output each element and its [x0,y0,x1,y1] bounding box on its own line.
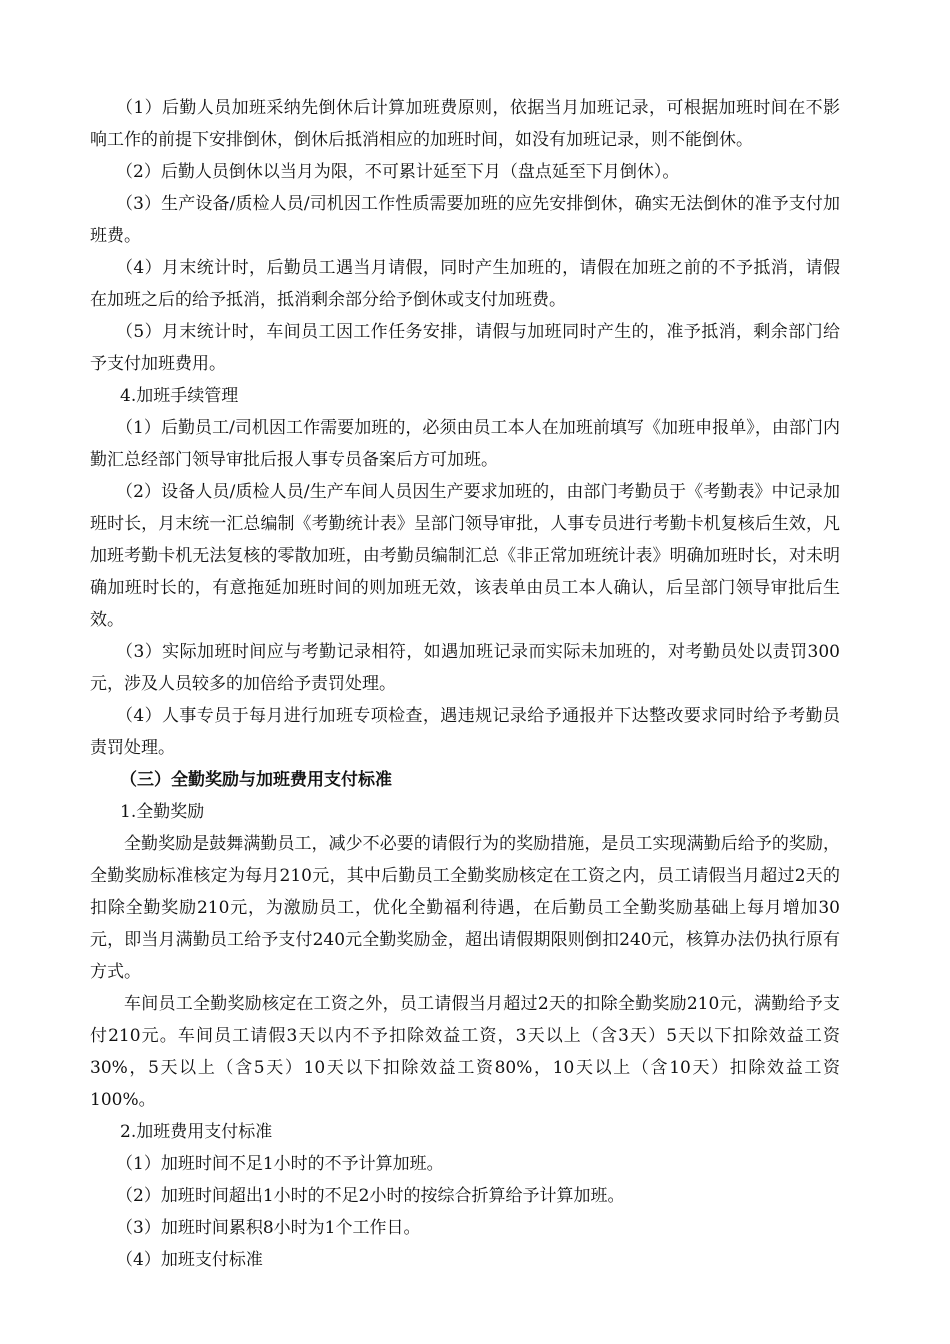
paragraph-workshop-award: 车间员工全勤奖励核定在工资之外，员工请假当月超过2天的扣除全勤奖励210元，满勤给予支付210元。车间员工请假3天以内不予扣除效益工资，3天以上（含3天）5天以下扣除效益工资30%，5天以上（含5天）10天以下扣除效益工资80%，10天以上（含10天）扣除效益工资100%。 [90,994,840,1110]
paragraph-7: （2）设备人员/质检人员/生产车间人员因生产要求加班的，由部门考勤员于《考勤表》中记录加班时长，月末统一汇总编制《考勤统计表》呈部门领导审批，人事专员进行考勤卡机复核后生效，凡加班考勤卡机无法复核的零散加班，由考勤员编制汇总《非正常加班统计表》明确加班时长，对未明确加班时长的，有意拖延加班时间的则加班无效，该表单由员工本人确认，后呈部门领导审批后生效。 [90,482,840,630]
list-item-2: （2）加班时间超出1小时的不足2小时的按综合折算给予计算加班。 [116,1186,625,1206]
paragraph-2: （2）后勤人员倒休以当月为限，不可累计延至下月（盘点延至下月倒休）。 [116,162,680,182]
paragraph-1: （1）后勤人员加班采纳先倒休后计算加班费原则，依据当月加班记录，可根据加班时间在不影响工作的前提下安排倒休，倒休后抵消相应的加班时间，如没有加班记录，则不能倒休。 [90,98,840,150]
paragraph-attendance-award: 全勤奖励是鼓舞满勤员工，减少不必要的请假行为的奖励措施，是员工实现满勤后给予的奖励，全勤奖励标准核定为每月210元，其中后勤员工全勤奖励核定在工资之内，员工请假当月超过2天的扣除全勤奖励210元，为激励员工，优化全勤福利待遇，在后勤员工全勤奖励基础上每月增加30元，即当月满勤员工给予支付240元全勤奖励金，超出请假期限则倒扣240元，核算办法仍执行原有方式。 [90,834,840,982]
paragraph-9: （4）人事专员于每月进行加班专项检查，遇违规记录给予通报并下达整改要求同时给予考勤员责罚处理。 [90,706,840,758]
paragraph-3: （3）生产设备/质检人员/司机因工作性质需要加班的应先安排倒休，确实无法倒休的准予支付加班费。 [90,194,840,246]
section-heading-attendance-and-pay: （三）全勤奖励与加班费用支付标准 [120,770,392,790]
subheading-overtime-pay: 2.加班费用支付标准 [120,1122,273,1142]
document-page [90,92,840,1276]
section-heading-overtime-procedures: 4.加班手续管理 [120,386,239,406]
list-item-1: （1）加班时间不足1小时的不予计算加班。 [116,1154,444,1174]
paragraph-4: （4）月末统计时，后勤员工遇当月请假，同时产生加班的，请假在加班之前的不予抵消，请假在加班之后的给予抵消，抵消剩余部分给予倒休或支付加班费。 [90,258,840,310]
subheading-attendance-award: 1.全勤奖励 [120,802,205,822]
paragraph-8: （3）实际加班时间应与考勤记录相符，如遇加班记录而实际未加班的，对考勤员处以责罚300元，涉及人员较多的加倍给予责罚处理。 [90,642,840,694]
paragraph-6: （1）后勤员工/司机因工作需要加班的，必须由员工本人在加班前填写《加班申报单》，由部门内勤汇总经部门领导审批后报人事专员备案后方可加班。 [90,418,840,470]
list-item-4: （4）加班支付标准 [116,1250,263,1270]
list-item-3: （3）加班时间累积8小时为1个工作日。 [116,1218,421,1238]
paragraph-5: （5）月末统计时，车间员工因工作任务安排，请假与加班同时产生的，准予抵消，剩余部门给予支付加班费用。 [90,322,840,374]
